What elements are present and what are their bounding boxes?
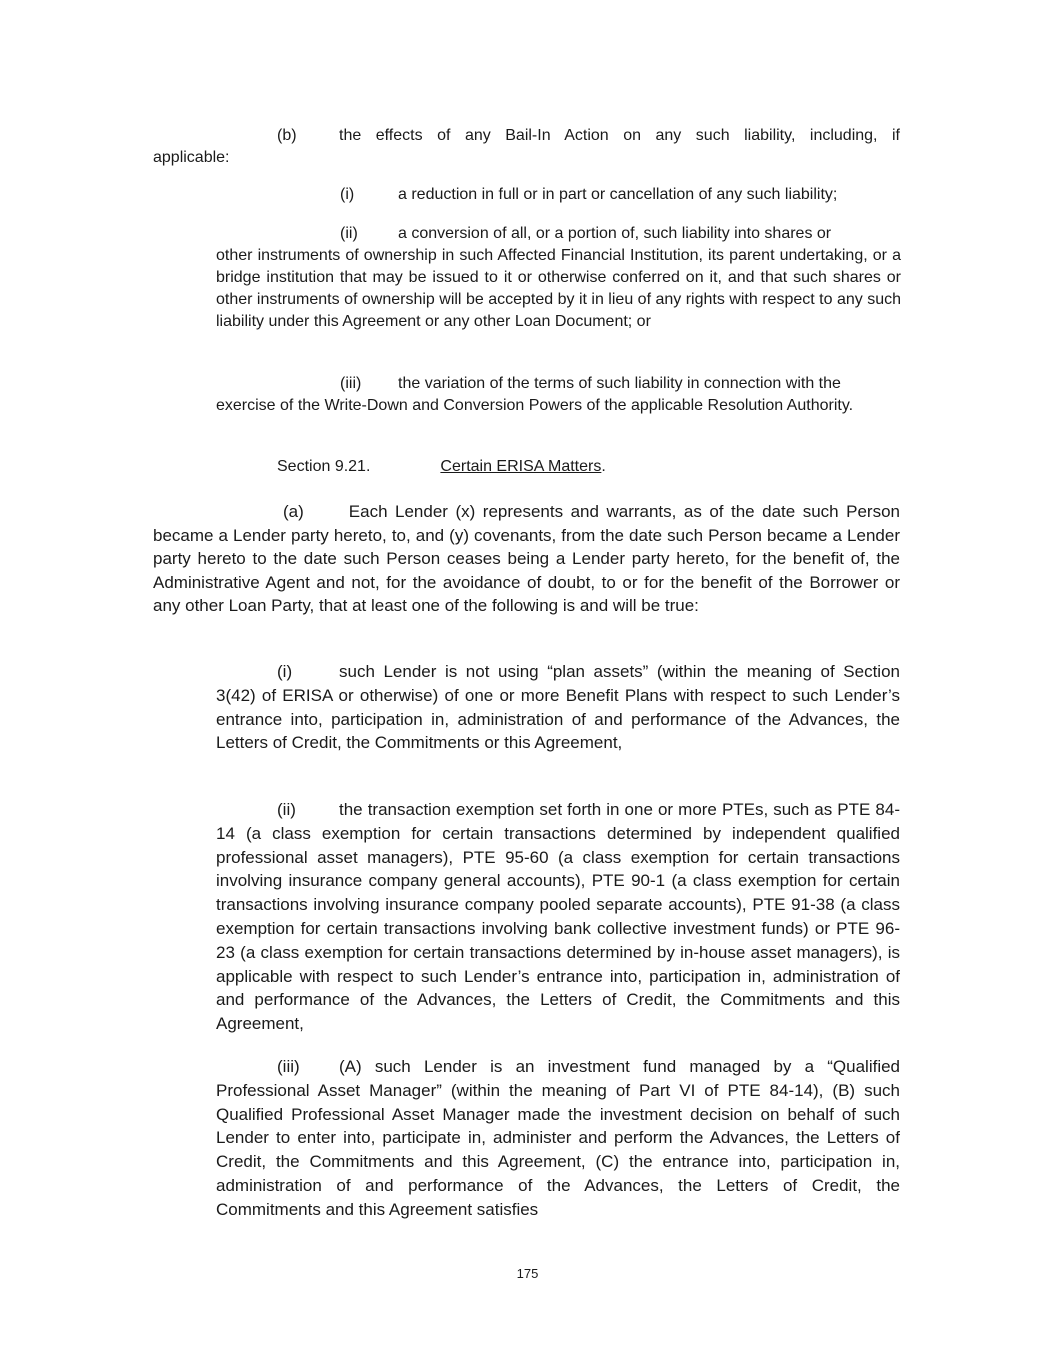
item-text: (A) such Lender is an investment fund managed by a “Qualified Professional Asset Manager” (within the meaning of Part VI of PTE 84-14), (B) such Qualified Professional Asset Manager made the investment decision on behalf of such Lender to enter into, participate in, administer and perform the Advances, the Letters of Credit, the Commitments and this Agreement, (C) the entrance into, participation in, administration of and performance of the Advances, the Letters of Credit, the Commitments and this Agreement satisfies [216,1057,900,1219]
clause-b-continuation: applicable: [153,149,230,166]
item-text: such Lender is not using “plan assets” (within the meaning of Section 3(42) of ERISA or otherwise) of one or more Benefit Plans with respect to such Lender’s entrance into, participation in, administration of and performance of the Advances, the Letters of Credit, the Commitments or this Agreement, [216,662,900,753]
subclause-ii [216,223,901,333]
subclause-number: (ii) [340,225,358,242]
paragraph-a-text: Each Lender (x) represents and warrants, as of the date such Person became a Lender party hereto, to, and (y) covenants, from the date such Person became a Lender party hereto to the date such Person ceases being a Lender party hereto, for the benefit of, the Administrative Agent and not, for the avoidance of doubt, to or for the benefit of the Borrower or any other Loan Party, that at least one of the following is and will be true: [153,502,900,615]
list-item [216,1055,900,1222]
subclause-i [216,184,901,206]
subclause-body: exercise of the Write-Down and Conversion Powers of the applicable Resolution Authority. [216,397,854,414]
section-number: Section 9.21. [277,458,371,475]
section-heading [277,457,606,477]
subclause-number: (i) [340,186,355,203]
subclause-first-line: a reduction in full or in part or cancellation of any such liability; [398,186,838,203]
section-period: . [601,458,606,475]
item-number: (ii) [277,800,296,819]
paragraph-a-number: (a) [283,502,304,521]
page-number: 175 [516,1266,539,1281]
subclause-first-line: a conversion of all, or a portion of, such liability into shares or [398,225,832,242]
item-text: the transaction exemption set forth in one or more PTEs, such as PTE 84-14 (a class exemption for certain transactions determined by independent qualified professional asset managers), PTE 95-60 (a class exemption for certain transactions involving insurance company general accounts), PTE 90-1 (a class exemption for certain transactions involving insurance company pooled separate accounts), PTE 91-38 (a class exemption for certain transactions involving bank collective investment funds) or PTE 96-23 (a class exemption for certain transactions determined by in-house asset managers), is applicable with respect to such Lender’s entrance into, participation in, administration of and performance of the Advances, the Letters of Credit, the Commitments and this Agreement, [216,800,900,1034]
clause-b-number: (b) [277,127,297,144]
paragraph-a [153,500,900,618]
subclause-number: (iii) [340,375,362,392]
item-number: (i) [277,662,293,681]
subclause-iii [216,373,901,417]
subclause-body: other instruments of ownership in such Affected Financial Institution, its parent undertaking, or a bridge institution that may be issued to it or otherwise conferred on it, and that such shares or other instruments of ownership will be accepted by it in lieu of any rights with respect to any such liability under this Agreement or any other Loan Document; or [216,247,901,330]
list-item [216,798,900,1036]
item-number: (iii) [277,1057,300,1076]
subclause-first-line: the variation of the terms of such liability in connection with the [398,375,841,392]
clause-b-text: the effects of any Bail-In Action on any such liability, including, if [339,127,900,144]
section-title: Certain ERISA Matters [440,458,602,475]
list-item [216,660,900,755]
